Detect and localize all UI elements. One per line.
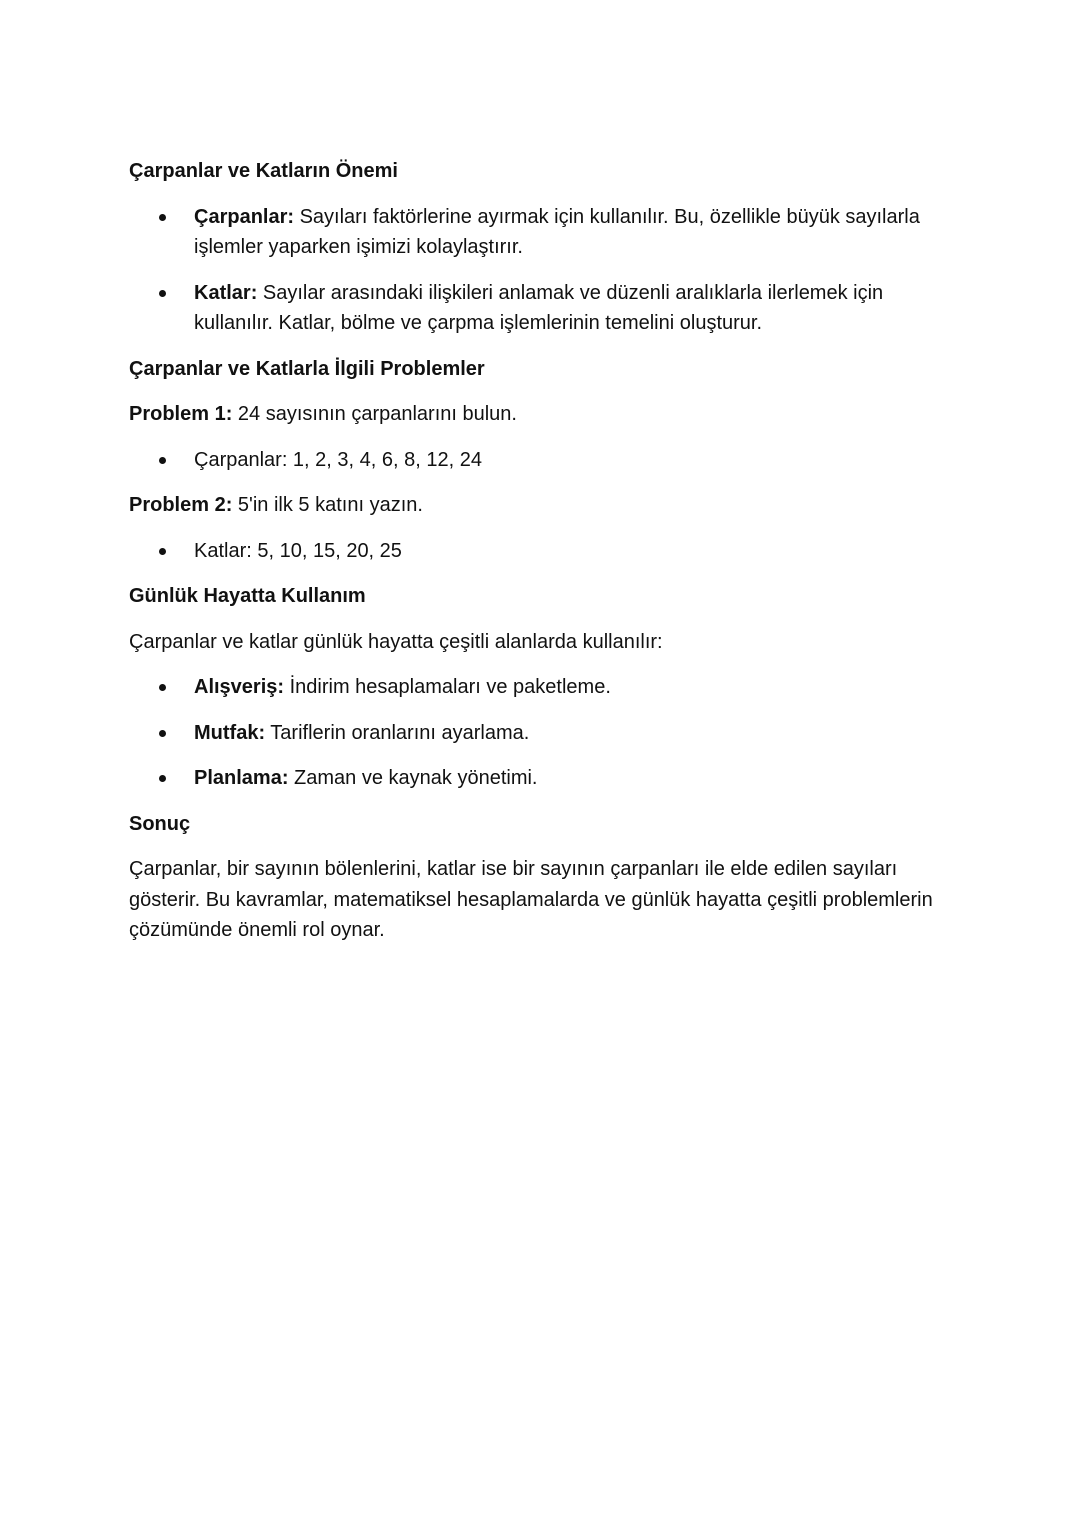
item-label: Mutfak: bbox=[194, 721, 266, 744]
problems-heading: Çarpanlar ve Katlarla İlgili Problemler bbox=[129, 357, 485, 380]
list-item bbox=[129, 445, 949, 476]
item-text: Tariflerin oranlarını ayarlama. bbox=[265, 721, 530, 744]
problem-1 bbox=[129, 399, 949, 430]
importance-heading: Çarpanlar ve Katların Önemi bbox=[129, 160, 398, 182]
problem-2-answer: Katlar: 5, 10, 15, 20, 25 bbox=[194, 539, 402, 562]
bullet-icon bbox=[159, 730, 166, 737]
problem-2 bbox=[129, 490, 949, 521]
item-text: Sayıları faktörlerine ayırmak için kullanılır. Bu, özellikle büyük sayılarla işlemler yaparken işimizi kolaylaştırır. bbox=[194, 205, 920, 258]
item-text: Sayılar arasındaki ilişkileri anlamak ve düzenli aralıklarla ilerlemek için kullanılır. Katlar, bölme ve çarpma işlemlerinin temelini oluşturur. bbox=[194, 281, 884, 334]
problem-2-text: 5'in ilk 5 katını yazın. bbox=[232, 494, 423, 516]
item-label: Çarpanlar: bbox=[194, 205, 295, 228]
list-item bbox=[129, 536, 949, 567]
importance-list bbox=[129, 202, 949, 339]
list-item bbox=[129, 202, 949, 263]
item-label: Katlar: bbox=[194, 281, 258, 304]
bullet-icon bbox=[159, 214, 166, 221]
list-item bbox=[129, 763, 949, 794]
bullet-icon bbox=[159, 457, 166, 464]
problem-1-answer: Çarpanlar: 1, 2, 3, 4, 6, 8, 12, 24 bbox=[194, 448, 482, 471]
document-page bbox=[129, 156, 949, 961]
daily-list bbox=[129, 672, 949, 794]
problem-1-label: Problem 1: bbox=[129, 403, 233, 425]
conclusion-heading: Sonuç bbox=[129, 812, 191, 835]
problem-1-answer-list bbox=[129, 445, 949, 476]
conclusion-text: Çarpanlar, bir sayının bölenlerini, katlar ise bir sayının çarpanları ile elde edilen sayıları gösterir. Bu kavramlar, matematiksel hesaplamalarda ve günlük hayatta çeşitli problemlerin çözümünde önemli rol oynar. bbox=[129, 858, 933, 941]
item-label: Planlama: bbox=[194, 767, 289, 789]
daily-intro: Çarpanlar ve katlar günlük hayatta çeşitli alanlarda kullanılır: bbox=[129, 630, 663, 653]
bullet-icon bbox=[159, 775, 166, 782]
bullet-icon bbox=[159, 548, 166, 555]
item-text: Zaman ve kaynak yönetimi. bbox=[288, 767, 538, 789]
list-item bbox=[129, 278, 949, 339]
problem-2-answer-list bbox=[129, 536, 949, 567]
problem-1-text: 24 sayısının çarpanlarını bulun. bbox=[232, 403, 517, 425]
list-item bbox=[129, 718, 949, 749]
bullet-icon bbox=[159, 684, 166, 691]
item-text: İndirim hesaplamaları ve paketleme. bbox=[284, 676, 611, 698]
list-item bbox=[129, 672, 949, 703]
item-label: Alışveriş: bbox=[194, 676, 285, 698]
bullet-icon bbox=[159, 290, 166, 297]
daily-heading: Günlük Hayatta Kullanım bbox=[129, 585, 366, 607]
problem-2-label: Problem 2: bbox=[129, 494, 233, 516]
